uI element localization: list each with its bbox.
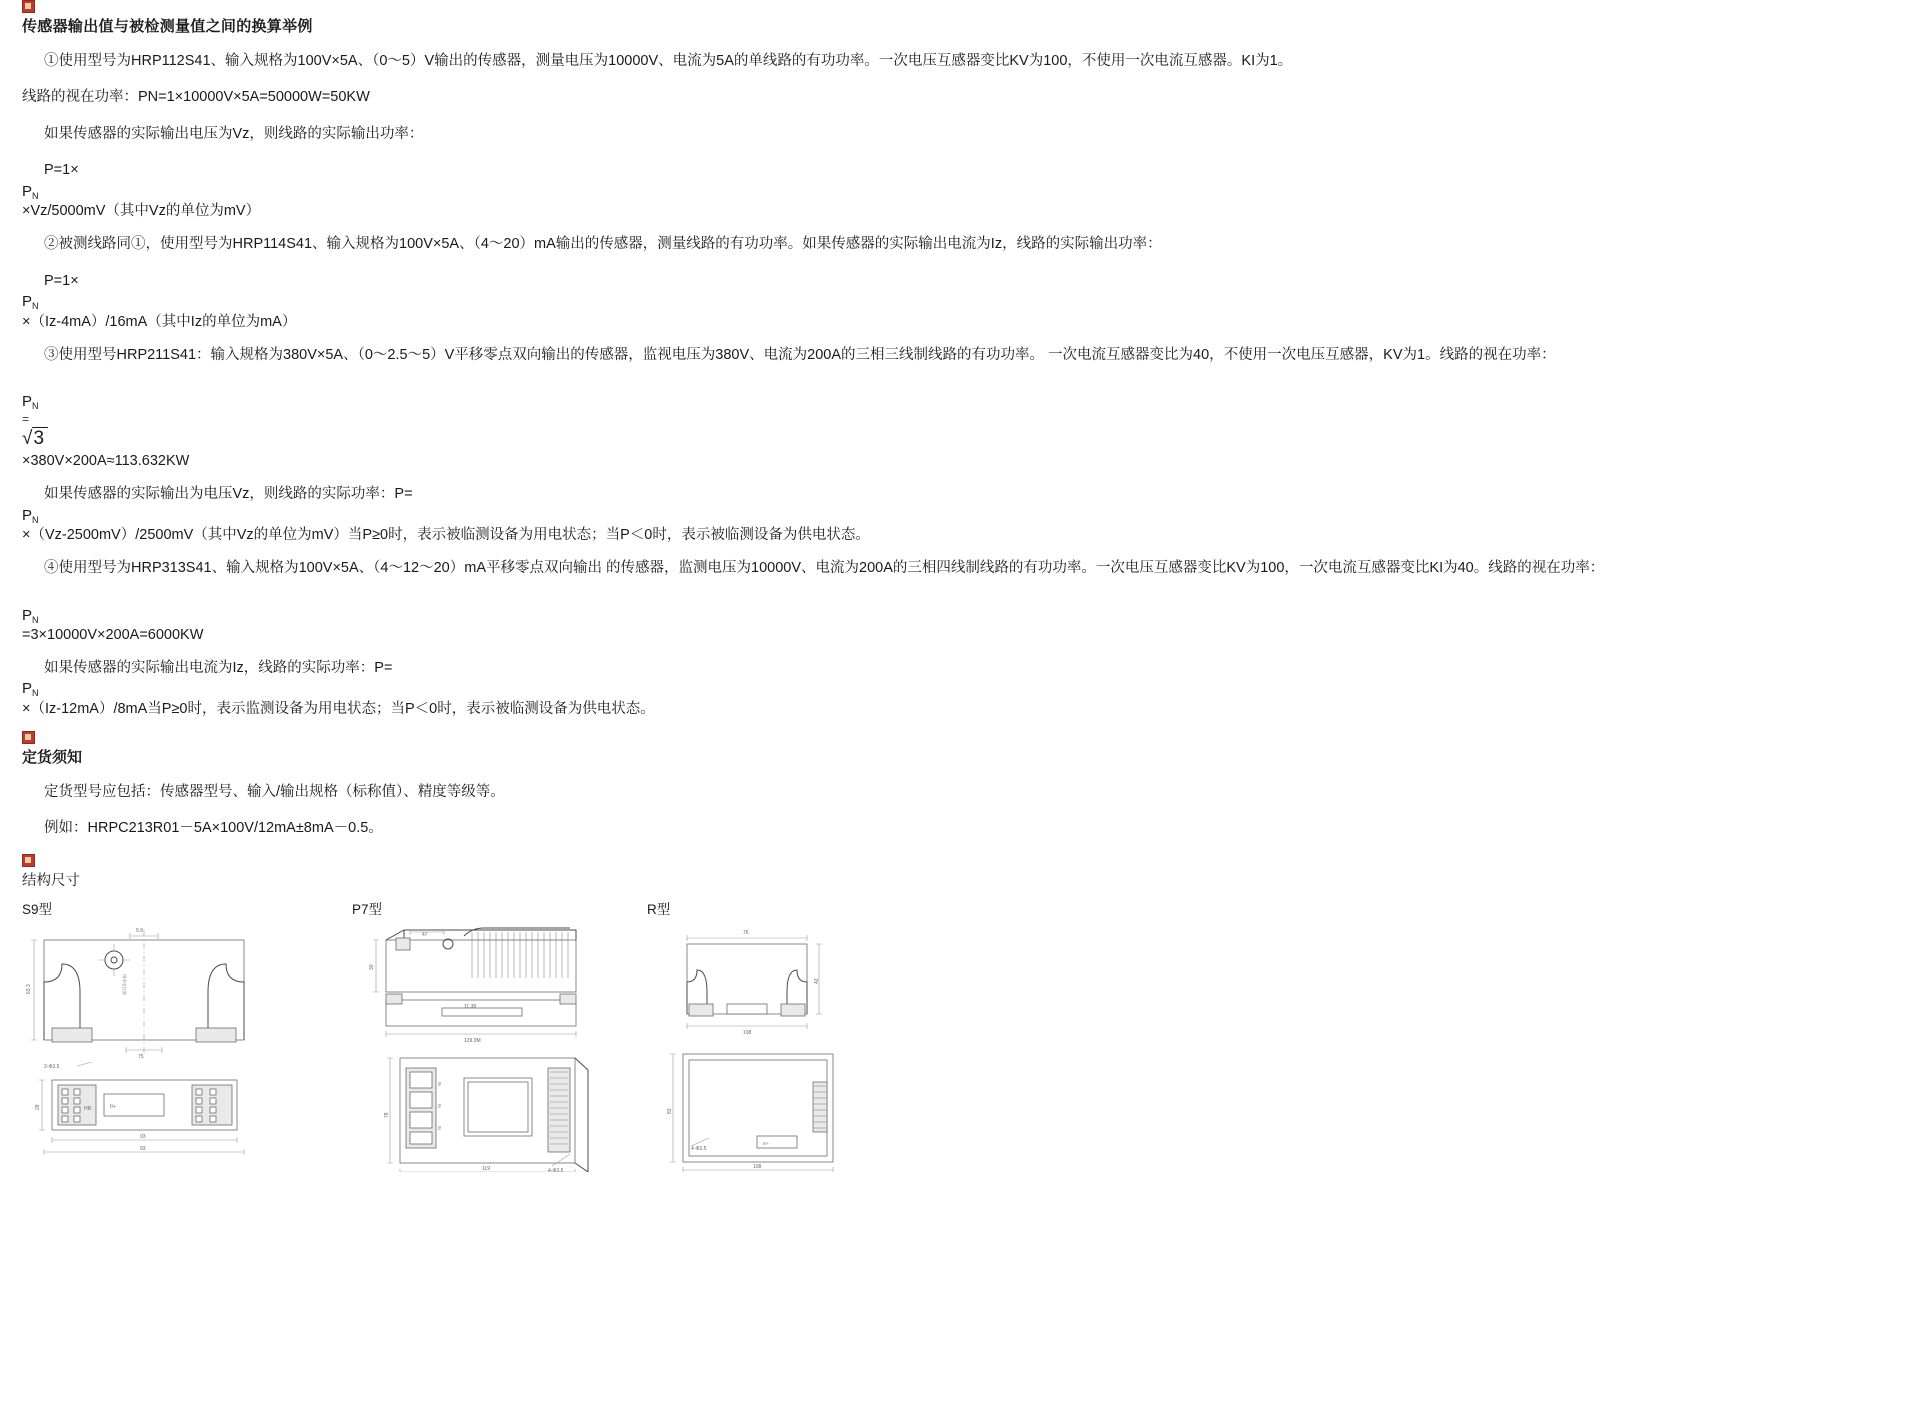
pn-base: P — [22, 680, 33, 698]
symbol-pn-4 — [22, 508, 1920, 525]
svg-text:76: 76 — [743, 929, 749, 936]
paragraph-example-3: ③使用型号HRP211S41：输入规格为380V×5A、（0～2.5～5）V平移零点双向输出的传感器，监视电压为380V、电流为200A的三相三线制线路的有功功率。 一次电流互感器变比为40，不使用一次电压互感器，KV为1。线路的视在功率： — [44, 346, 1556, 363]
pn-subscript: N — [32, 614, 39, 625]
formula-bidirectional-current: ×（Iz-12mA）/8mA当P≥0时，表示监测设备为用电状态；当P＜0时，表示被临测设备为供电状态。 — [22, 700, 655, 717]
spacer — [0, 594, 1920, 608]
svg-text:30: 30 — [369, 964, 375, 970]
svg-text:2-Φ3.5: 2-Φ3.5 — [44, 1063, 60, 1070]
svg-text:IN: IN — [437, 1125, 442, 1130]
svg-text:5.9: 5.9 — [136, 927, 143, 934]
section-marker — [22, 854, 1920, 867]
symbol-pn-6 — [22, 681, 1920, 698]
red-square-bullet-icon — [22, 854, 35, 867]
symbol-pn-5 — [22, 608, 1920, 625]
svg-text:III+: III+ — [763, 1140, 769, 1146]
red-square-bullet-icon — [22, 0, 35, 13]
formula-iz-term: ×（Iz-4mA）/16mA（其中Iz的单位为mA） — [22, 313, 297, 330]
section-title-ordering: 定货须知 — [22, 748, 83, 766]
formula-sqrt-3: √3 — [22, 427, 1920, 450]
pn-base: P — [22, 606, 33, 624]
svg-text:HR: HR — [84, 1105, 92, 1112]
svg-text:28: 28 — [35, 1104, 41, 1110]
svg-text:IN: IN — [437, 1103, 442, 1108]
svg-text:IN: IN — [437, 1081, 442, 1086]
pn-base: P — [22, 392, 33, 410]
formula-bidirectional-voltage: ×（Vz-2500mV）/2500mV（其中Vz的单位为mV）当P≥0时，表示被临测设备为用电状态；当P＜0时，表示被临测设备为供电状态。 — [22, 527, 870, 544]
paragraph-ordering-info: 定货型号应包括：传感器型号、输入/输出规格（标称值）、精度等级等。 — [44, 783, 505, 800]
paragraph-example-4: ④使用型号为HRP313S41、输入规格为100V×5A、（4～12～20）mA平移零点双向输出 的传感器，监测电压为10000V、电流为200A的三相四线制线路的有功功率。一次电压互感器变比KV为100，一次电流互感器变比KI为40。线路的视在功率： — [44, 560, 1605, 577]
pn-base: P — [22, 293, 33, 311]
formula-p-equals-1: P=1× — [44, 162, 79, 179]
drawing-label-p7: P7型 — [352, 901, 383, 917]
symbol-pn-2 — [22, 294, 1920, 311]
svg-text:4-Φ3.5: 4-Φ3.5 — [548, 1167, 564, 1172]
paragraph-example-1: ①使用型号为HRP112S41、输入规格为100V×5A、（0～5）V输出的传感器，测量电压为10000V、电流为5A的单线路的有功功率。一次电压互感器变比KV为100，不使用一次电流互感器。KI为1。 — [44, 53, 1293, 69]
svg-text:63.3: 63.3 — [26, 983, 32, 994]
red-square-bullet-icon — [22, 731, 35, 744]
drawing-group-r — [647, 898, 877, 1172]
pn-subscript: N — [32, 400, 39, 411]
drawing-label-s9: S9型 — [22, 901, 53, 917]
svg-text:4-Φ3.5: 4-Φ3.5 — [691, 1145, 707, 1152]
drawing-svg-r — [647, 922, 877, 1172]
formula-p-equals-2: P=1× — [44, 272, 79, 289]
svg-text:119: 119 — [482, 1165, 490, 1172]
pn-base: P — [22, 182, 33, 200]
formula-apparent-power-3: ×380V×200A≈113.632KW — [22, 453, 190, 470]
pn-subscript: N — [32, 514, 39, 525]
paragraph-example-2: ②被测线路同①，使用型号为HRP114S41、输入规格为100V×5A、（4～20）mA输出的传感器，测量线路的有功功率。如果传感器的实际输出电流为Iz，线路的实际输出功率： — [44, 236, 1162, 253]
paragraph-apparent-power-1: 线路的视在功率：PN=1×10000V×5A=50000W=50KW — [22, 89, 370, 106]
svg-text:108: 108 — [743, 1029, 752, 1036]
svg-text:83: 83 — [667, 1108, 673, 1114]
paragraph-ordering-example: 例如：HRPC213R01－5A×100V/12mA±8mA－0.5。 — [44, 820, 383, 837]
svg-text:42: 42 — [814, 978, 820, 984]
svg-text:11.38: 11.38 — [464, 1003, 477, 1010]
drawing-svg-s9 — [22, 922, 292, 1172]
symbol-pn-1 — [22, 184, 1920, 201]
svg-text:II+: II+ — [110, 1103, 116, 1110]
dimension-drawings — [22, 898, 1920, 1172]
svg-text:78: 78 — [384, 1112, 390, 1118]
paragraph-actual-output-3: 如果传感器的实际输出为电压Vz，则线路的实际功率：P= — [44, 486, 413, 503]
paragraph-actual-output-4: 如果传感器的实际输出电流为Iz，线路的实际功率：P= — [44, 659, 393, 676]
paragraph-actual-output-1: 如果传感器的实际输出电压为Vz，则线路的实际输出功率： — [44, 125, 424, 142]
drawing-group-p7 — [352, 898, 612, 1172]
formula-vz-term: ×Vz/5000mV（其中Vz的单位为mV） — [22, 203, 261, 220]
drawing-label-r: R型 — [647, 901, 671, 917]
pn-subscript: N — [32, 688, 39, 699]
svg-text:93: 93 — [140, 1145, 146, 1152]
svg-text:调零电位器: 调零电位器 — [122, 973, 127, 995]
svg-text:75: 75 — [138, 1053, 144, 1060]
section-marker — [22, 0, 1920, 13]
section-marker — [22, 731, 1920, 744]
svg-text:47: 47 — [422, 931, 428, 938]
drawing-svg-p7 — [352, 922, 612, 1172]
section-title-dimensions: 结构尺寸 — [22, 872, 80, 889]
pn-subscript: N — [32, 301, 39, 312]
formula-equals-sign: = — [22, 412, 30, 427]
formula-apparent-power-4: =3×10000V×200A=6000KW — [22, 627, 204, 644]
drawing-group-s9 — [22, 898, 292, 1172]
svg-text:129.0M: 129.0M — [464, 1037, 481, 1044]
pn-base: P — [22, 506, 33, 524]
svg-text:108: 108 — [753, 1163, 762, 1170]
symbol-pn-3 — [22, 394, 1920, 411]
sqrt-radicand: 3 — [32, 427, 48, 450]
spacer — [0, 380, 1920, 394]
svg-text:93: 93 — [140, 1133, 146, 1140]
page-title: 传感器输出值与被检测量值之间的换算举例 — [22, 18, 313, 35]
pn-subscript: N — [32, 190, 39, 201]
